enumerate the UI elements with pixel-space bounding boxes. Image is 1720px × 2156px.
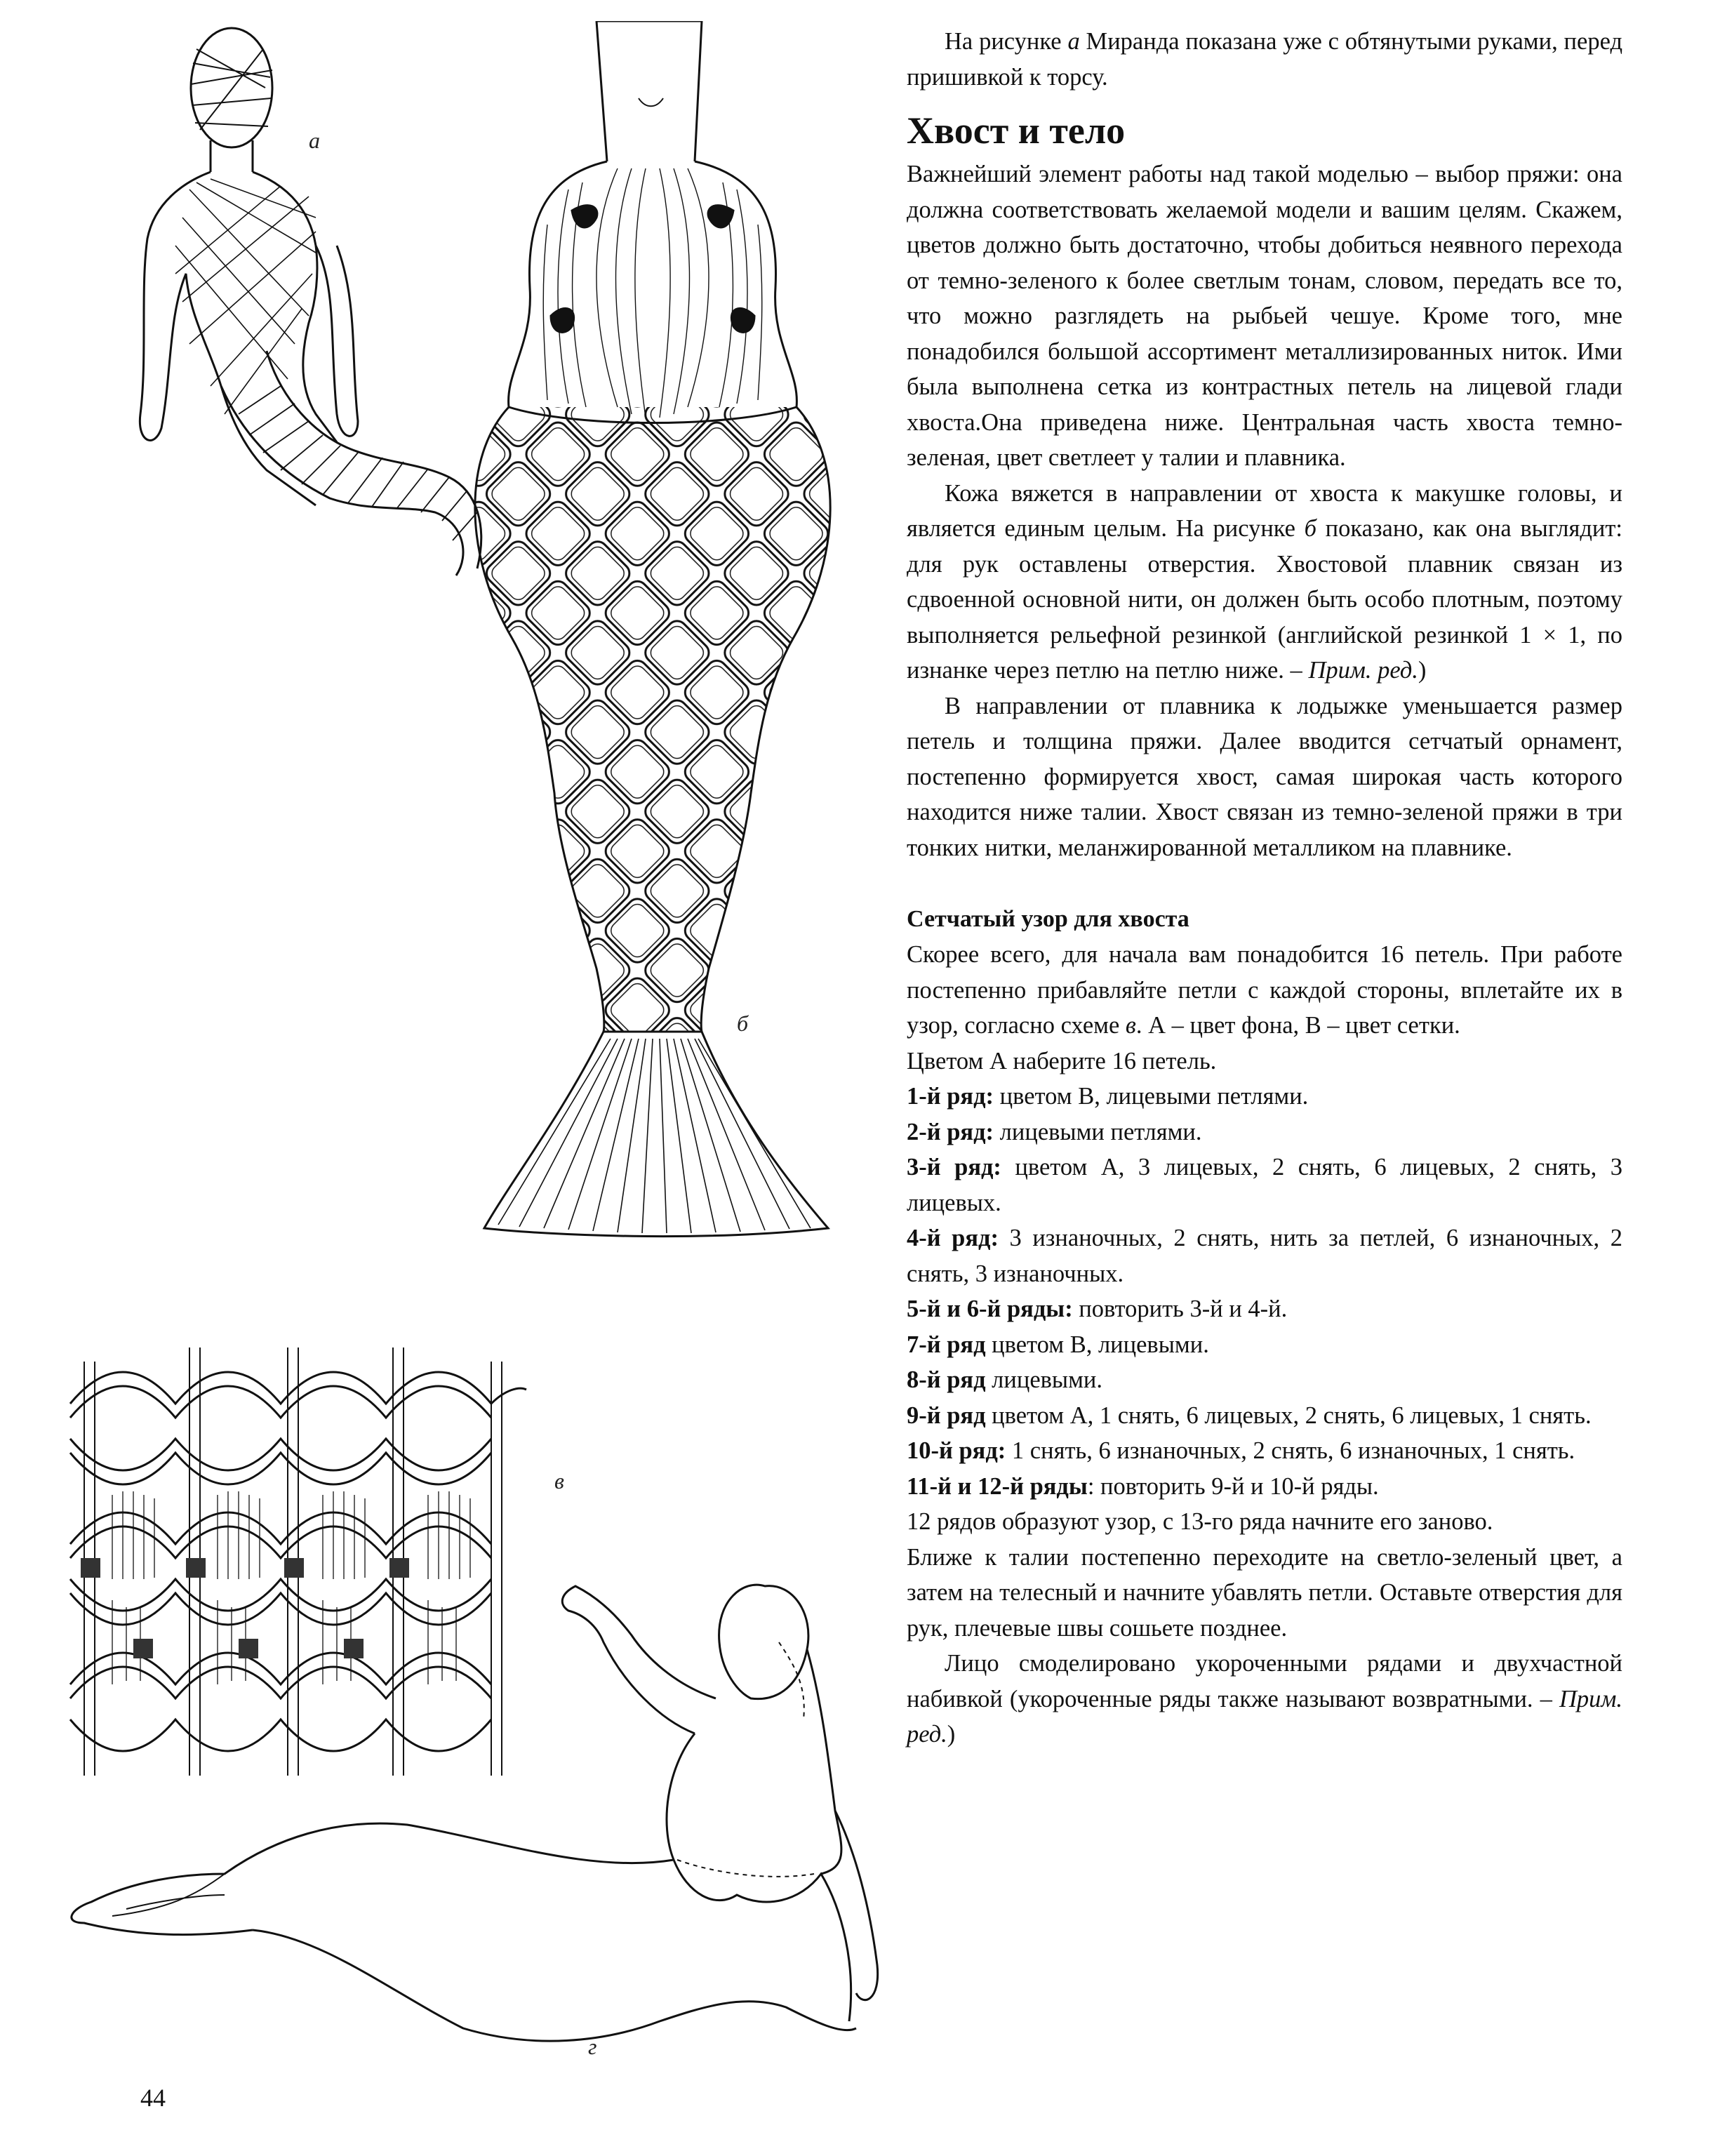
- closing-editor-note: Прим. ред.: [907, 1685, 1622, 1748]
- closing-repeat: 12 рядов образуют узор, с 13-го ряда начните его заново.: [907, 1508, 1493, 1535]
- paragraph-yarn-choice: Важнейший элемент работы над такой моделью – выбор пряжи: она должна соответствовать желаемой модели и вашим целям. Скажем, цветов должно быть достаточно, чтобы добиться неявного перехода от темно-зеленого к более светлым тонам, словом, передать все то, что можно разглядеть на рыбьей чешуе. Кроме того, мне понадобился большой ассортимент металлизированных ниток. Ими была выполнена сетка из контрастных петель на лицевой глади хвоста.Она приведена ниже. Центральная часть хвоста темно-зеленая, цвет светлеет у талии и плавника.: [907, 161, 1622, 471]
- pattern-row: 11-й и 12-й ряды: повторить 9-й и 10-й ряды.: [907, 1472, 1379, 1500]
- figure-g-label: г: [588, 2034, 597, 2059]
- closing-face: Лицо смоделировано укороченными рядами и двухчастной набивкой (укороченные ряды также называют возвратными. – Прим. ред.): [907, 1650, 1622, 1748]
- figure-g-reclining-mermaid: [42, 1544, 884, 2077]
- intro-figure-ref: а: [1067, 28, 1080, 55]
- paragraph-2-editor-note: Прим. ред.: [1308, 657, 1418, 684]
- figure-v-label: в: [554, 1468, 564, 1493]
- pattern-row: 10-й ряд: 1 снять, 6 изнаночных, 2 снять, 6 изнаночных, 1 снять.: [907, 1437, 1575, 1464]
- pattern-row: 4-й ряд: 3 изнаночных, 2 снять, нить за петлей, 6 изнаночных, 2 снять, 3 изнаночных.: [907, 1225, 1622, 1287]
- pattern-row: 5-й и 6-й ряды: повторить 3-й и 4-й.: [907, 1296, 1288, 1322]
- paragraph-skin-knitting: Кожа вяжется в направлении от хвоста к макушке головы, и является единым целым. На рисунке б показано, как она выглядит: для рук оставлены отверстия. Хвостовой плавник связан из сдвоенной основной нити, он должен быть особо плотным, поэтому выполняется рельефной резинкой (английской резинкой 1 × 1, по изнанке через петлю на петлю ниже. – Прим. ред.): [907, 479, 1623, 684]
- subheading-net-pattern: Сетчатый узор для хвоста: [907, 906, 1189, 932]
- pattern-row: 9-й ряд цветом А, 1 снять, 6 лицевых, 2 снять, 6 лицевых, 1 снять.: [907, 1402, 1592, 1429]
- intro-paragraph: На рисунке а Миранда показана уже с обтянутыми руками, перед пришивкой к торсу.: [907, 28, 1622, 91]
- pattern-figure-ref: в: [1125, 1012, 1136, 1039]
- figure-g-drawing: [42, 1544, 884, 2077]
- figure-b-mermaid-skin: [407, 21, 842, 1263]
- cast-on-instruction: Цветом А наберите 16 петель.: [907, 1047, 1217, 1074]
- closing-waist: Ближе к талии постепенно переходите на светло-зеленый цвет, а затем на телесный и начните убавлять петли. Оставьте отверстия для рук, плечевые швы сошьете позднее.: [907, 1543, 1622, 1642]
- text-column: [907, 24, 1622, 1752]
- paragraph-tail-shaping: В направлении от плавника к лодыжке уменьшается размер петель и толщина пряжи. Далее вводится сетчатый орнамент, постепенно формируется хвост, самая широкая часть которого находится ниже талии. Хвост связан из темно-зеленой пряжи в три тонких нитки, меланжированной металликом на плавнике.: [907, 692, 1622, 861]
- paragraph-2-figure-ref: б: [1304, 515, 1316, 542]
- pattern-row: 2-й ряд: лицевыми петлями.: [907, 1118, 1202, 1145]
- pattern-row: 8-й ряд лицевыми.: [907, 1366, 1103, 1393]
- figure-a-label: а: [309, 128, 320, 153]
- pattern-intro: Скорее всего, для начала вам понадобится 16 петель. При работе постепенно прибавляйте петли с каждой стороны, вплетайте их в узор, согласно схеме в. А – цвет фона, В – цвет сетки.: [907, 941, 1622, 1039]
- pattern-row: 3-й ряд: цветом А, 3 лицевых, 2 снять, 6 лицевых, 2 снять, 3 лицевых.: [907, 1154, 1622, 1216]
- figure-b-drawing: [407, 21, 842, 1263]
- page-number: 44: [140, 2084, 166, 2112]
- figure-b-label: б: [737, 1011, 749, 1036]
- pattern-row: 1-й ряд: цветом В, лицевыми петлями.: [907, 1083, 1309, 1110]
- section-heading: Хвост и тело: [907, 109, 1126, 152]
- pattern-row: 7-й ряд цветом В, лицевыми.: [907, 1331, 1209, 1358]
